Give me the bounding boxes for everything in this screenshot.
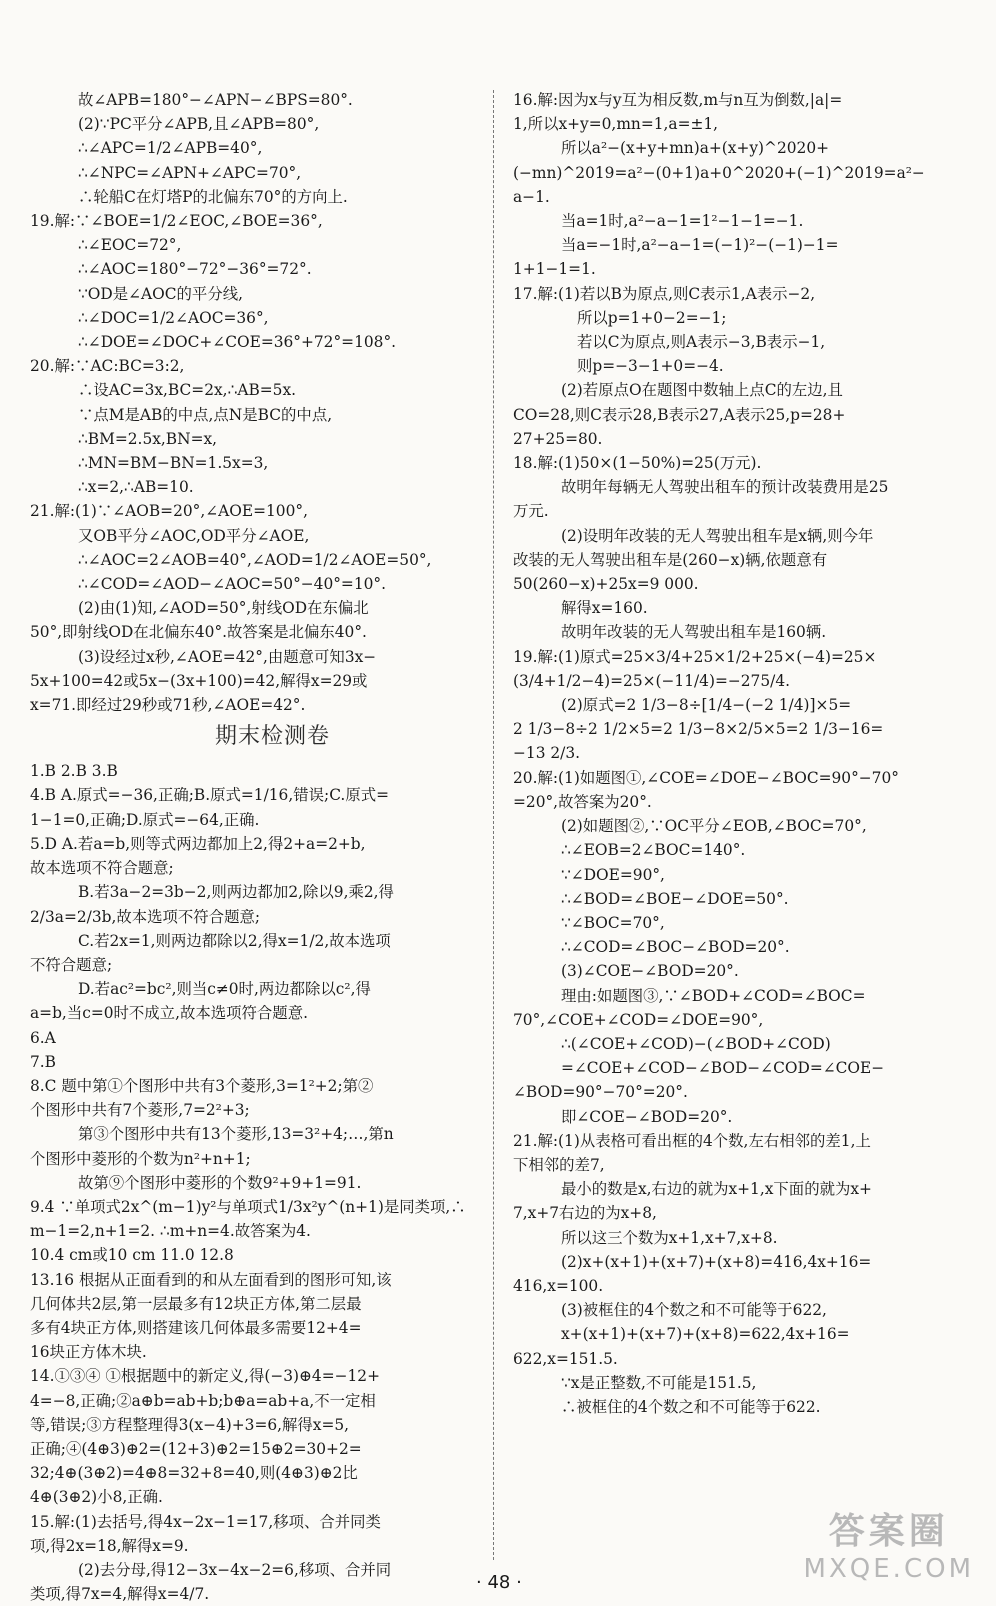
text-line: ∴∠EOC=72°, [78, 236, 182, 255]
watermark-top: 答案圈 [828, 1511, 949, 1552]
text-line: (2)x+(x+1)+(x+7)+(x+8)=416,4x+16= [561, 1252, 872, 1271]
text-line: (2)若原点O在题图中数轴上点C的左边,且 [561, 381, 843, 400]
text-line: 50(260−x)+25x=9 000. [513, 575, 699, 594]
text-line: 19.解:∵∠BOE=1/2∠EOC,∠BOE=36°, [30, 212, 323, 231]
text-line: (3)∠COE−∠BOD=20°. [561, 962, 739, 981]
text-line: a=b,当c=0时不成立,故本选项符合题意. [30, 1004, 308, 1023]
text-line: 即∠COE−∠BOD=20°. [561, 1107, 733, 1126]
text-line: 2 1/3−8÷2 1/2×5=2 1/3−8×2/5×5=2 1/3−16= [513, 720, 884, 739]
text-line: 1,所以x+y=0,mn=1,a=±1, [513, 115, 719, 134]
text-line: 若以C为原点,则A表示−3,B表示−1, [577, 333, 826, 352]
right-column [513, 88, 983, 1419]
text-line: 个图形中共有7个菱形,7=2²+3; [30, 1101, 250, 1120]
text-line: ∴∠BOD=∠BOE−∠DOE=50°. [561, 889, 789, 908]
text-line: 类项,得7x=4,解得x=4/7. [30, 1585, 210, 1604]
text-line: =20°,故答案为20°. [513, 792, 652, 811]
text-line: ∴∠EOB=2∠BOC=140°. [561, 841, 746, 860]
text-line: 故明年每辆无人驾驶出租车的预计改装费用是25 [561, 478, 889, 497]
text-line: ∴MN=BM−BN=1.5x=3, [78, 454, 269, 473]
text-line: (2)去分母,得12−3x−4x−2=6,移项、合并同 [78, 1560, 392, 1579]
text-line: B.若3a−2=3b−2,则两边都加2,除以9,乘2,得 [78, 883, 394, 902]
text-line: 9.4 ∵单项式2x^(m−1)y²与单项式1/3x²y^(n+1)是同类项,∴ [30, 1197, 466, 1216]
text-line: 最小的数是x,右边的就为x+1,x下面的就为x+ [561, 1180, 872, 1199]
text-line: 16.解:因为x与y互为相反数,m与n互为倒数,|a|= [513, 91, 843, 109]
text-line: 多有4块正方体,则搭建该几何体最多需要12+4= [30, 1318, 362, 1337]
text-line: 5.D A.若a=b,则等式两边都加上2,得2+a=2+b, [30, 834, 366, 853]
text-line: ∵∠BOC=70°, [561, 913, 665, 932]
text-line: (3)设经过x秒,∠AOE=42°,由题意可知3x− [78, 647, 377, 666]
text-line: 当a=−1时,a²−a−1=(−1)²−(−1)−1= [561, 236, 839, 255]
text-line: 15.解:(1)去括号,得4x−2x−1=17,移项、合并同类 [30, 1512, 381, 1531]
text-line: ∴设AC=3x,BC=2x,∴AB=5x. [78, 381, 297, 400]
text-line: ∴BM=2.5x,BN=x, [78, 429, 218, 448]
text-line: −13 2/3. [513, 744, 581, 763]
text-line: 1−1=0,正确;D.原式=−64,正确. [30, 810, 260, 829]
text-line: 1.B 2.B 3.B [30, 762, 118, 781]
text-line: 改装的无人驾驶出租车是(260−x)辆,依题意有 [513, 550, 828, 569]
text-line: (3/4+1/2−4)=25×(−11/4)=−275/4. [513, 671, 791, 690]
text-line: 20.解:∵AC:BC=3:2, [30, 357, 185, 376]
text-line: 故∠APB=180°−∠APN−∠BPS=80°. [78, 91, 353, 109]
text-line: (2)设明年改装的无人驾驶出租车是x辆,则今年 [561, 526, 874, 545]
text-line: 32;4⊕(3⊕2)=4⊕8=32+8=40,则(4⊕3)⊕2比 [30, 1464, 358, 1483]
text-line: 1+1−1=1. [513, 260, 596, 279]
text-line: ∴∠DOE=∠DOC+∠COE=36°+72°=108°. [78, 333, 397, 352]
text-line: ∴∠APC=1/2∠APB=40°, [78, 139, 263, 158]
text-line: 当a=1时,a²−a−1=1²−1−1=−1. [561, 212, 804, 231]
text-line: (−mn)^2019=a²−(0+1)a+0^2020+(−1)^2019=a²− [513, 163, 925, 182]
text-line: 不符合题意; [30, 955, 113, 974]
text-line: ∴被框住的4个数之和不可能等于622. [561, 1397, 821, 1416]
text-line: 16块正方体木块. [30, 1343, 147, 1362]
watermark-logo [804, 1503, 974, 1584]
text-line: ∴∠NPC=∠APN+∠APC=70°, [78, 163, 302, 182]
text-line: 8.C 题中第①个图形中共有3个菱形,3=1²+2;第② [30, 1076, 374, 1095]
text-line: 14.①③④ ①根据题中的新定义,得(−3)⊕4=−12+ [30, 1367, 380, 1386]
text-line: ∴∠COD=∠AOD−∠AOC=50°−40°=10°. [78, 575, 387, 594]
text-line: D.若ac²=bc²,则当c≠0时,两边都除以c²,得 [78, 980, 371, 999]
text-line: 4.B A.原式=−36,正确;B.原式=1/16,错误;C.原式= [30, 786, 390, 805]
column-divider [493, 90, 494, 1560]
text-line: ∵OD是∠AOC的平分线, [78, 284, 243, 303]
text-line: (2)原式=2 1/3−8÷[1/4−(−2 1/4)]×5= [561, 696, 852, 715]
text-line: 21.解:(1)从表格可看出框的4个数,左右相邻的差1,上 [513, 1131, 871, 1150]
text-line: 50°,即射线OD在北偏东40°.故答案是北偏东40°. [30, 623, 367, 642]
text-line: 理由:如题图③,∵∠BOD+∠COD=∠BOC= [561, 986, 866, 1005]
text-line: ∴x=2,∴AB=10. [78, 478, 194, 497]
text-line: 70°,∠COE+∠COD=∠DOE=90°, [513, 1010, 764, 1029]
text-line: 7,x+7右边的为x+8, [513, 1204, 657, 1223]
text-line: 万元. [513, 502, 549, 521]
text-line: 正确;④(4⊕3)⊕2=(12+3)⊕2=15⊕2=30+2= [30, 1439, 362, 1458]
text-line: 解得x=160. [561, 599, 648, 618]
text-line: 18.解:(1)50×(1−50%)=25(万元). [513, 454, 762, 473]
text-line: (2)如题图②,∵OC平分∠EOB,∠BOC=70°, [561, 817, 867, 836]
text-line: ∴∠DOC=1/2∠AOC=36°, [78, 308, 269, 327]
text-line: ∴∠AOC=2∠AOB=40°,∠AOD=1/2∠AOE=50°, [78, 550, 432, 569]
watermark-bottom: MXQE.COM [803, 1554, 974, 1584]
text-line: 17.解:(1)若以B为原点,则C表示1,A表示−2, [513, 284, 816, 303]
text-line: 又OB平分∠AOC,OD平分∠AOE, [78, 526, 310, 545]
text-line: ∴(∠COE+∠COD)−(∠BOD+∠COD) [561, 1034, 831, 1053]
text-line: x+(x+1)+(x+7)+(x+8)=622,4x+16= [561, 1325, 850, 1344]
text-line: 第③个图形中共有13个菱形,13=3²+4;…,第n [78, 1125, 394, 1144]
text-line: 10.4 cm或10 cm 11.0 12.8 [30, 1246, 234, 1265]
text-line: =∠COE+∠COD−∠BOD−∠COD=∠COE− [561, 1059, 885, 1078]
text-line: 19.解:(1)原式=25×3/4+25×1/2+25×(−4)=25× [513, 647, 877, 666]
text-line: ∵x是正整数,不可能是151.5, [561, 1373, 757, 1392]
text-line: 项,得2x=18,解得x=9. [30, 1536, 189, 1555]
text-line: 2/3a=2/3b,故本选项不符合题意; [30, 907, 261, 926]
text-line: ∴轮船C在灯塔P的北偏东70°的方向上. [78, 187, 348, 206]
text-line: (2)∵PC平分∠APB,且∠APB=80°, [78, 115, 320, 134]
text-line: 5x+100=42或5x−(3x+100)=42,解得x=29或 [30, 671, 368, 690]
text-line: a−1. [513, 187, 550, 206]
text-line: 所以这三个数为x+1,x+7,x+8. [561, 1228, 778, 1247]
left-column [30, 88, 475, 1606]
text-line: x=71.即经过29秒或71秒,∠AOE=42°. [30, 696, 306, 715]
section-heading: 期末检测卷 [214, 724, 330, 750]
text-line: 6.A [30, 1028, 56, 1047]
text-line: 故第⑨个图形中菱形的个数9²+9+1=91. [78, 1173, 362, 1192]
text-line: 4⊕(3⊕2)小8,正确. [30, 1488, 163, 1507]
text-line: ∴∠COD=∠BOC−∠BOD=20°. [561, 938, 790, 957]
text-line: ∵∠DOE=90°, [561, 865, 665, 884]
text-line: m−1=2,n+1=2. ∴m+n=4.故答案为4. [30, 1222, 311, 1241]
text-line: 4=−8,正确;②a⊕b=ab+b;b⊕a=ab+a,不一定相 [30, 1391, 376, 1410]
text-line: ∵点M是AB的中点,点N是BC的中点, [78, 405, 333, 424]
text-line: 416,x=100. [513, 1276, 604, 1295]
text-line: 21.解:(1)∵∠AOB=20°,∠AOE=100°, [30, 502, 308, 521]
text-line: 几何体共2层,第一层最多有12块正方体,第二层最 [30, 1294, 362, 1313]
text-line: 则p=−3−1+0=−4. [577, 357, 724, 376]
text-line: 下相邻的差7, [513, 1155, 605, 1174]
text-line: 个图形中菱形的个数为n²+n+1; [30, 1149, 251, 1168]
text-line: C.若2x=1,则两边都除以2,得x=1/2,故本选项 [78, 931, 391, 950]
text-line: 622,x=151.5. [513, 1349, 618, 1368]
text-line: 等,错误;③方程整理得3(x−4)+3=6,解得x=5, [30, 1415, 350, 1434]
text-line: 所以a²−(x+y+mn)a+(x+y)^2020+ [561, 139, 830, 158]
text-line: 所以p=1+0−2=−1; [577, 308, 727, 327]
text-line: 13.16 根据从正面看到的和从左面看到的图形可知,该 [30, 1270, 392, 1289]
text-line: 故明年改装的无人驾驶出租车是160辆. [561, 623, 827, 642]
text-line: 27+25=80. [513, 429, 603, 448]
text-line: (2)由(1)知,∠AOD=50°,射线OD在东偏北 [78, 599, 369, 618]
text-line: 7.B [30, 1052, 56, 1071]
text-line: ∴∠AOC=180°−72°−36°=72°. [78, 260, 312, 279]
text-line: 20.解:(1)如题图①,∠COE=∠DOE−∠BOC=90°−70° [513, 768, 899, 787]
text-line: 故本选项不符合题意; [30, 859, 174, 878]
text-line: ∠BOD=90°−70°=20°. [513, 1083, 688, 1102]
page-number: · 48 · [476, 1572, 522, 1593]
text-line: CO=28,则C表示28,B表示27,A表示25,p=28+ [513, 405, 846, 424]
text-line: (3)被框住的4个数之和不可能等于622, [561, 1301, 827, 1320]
